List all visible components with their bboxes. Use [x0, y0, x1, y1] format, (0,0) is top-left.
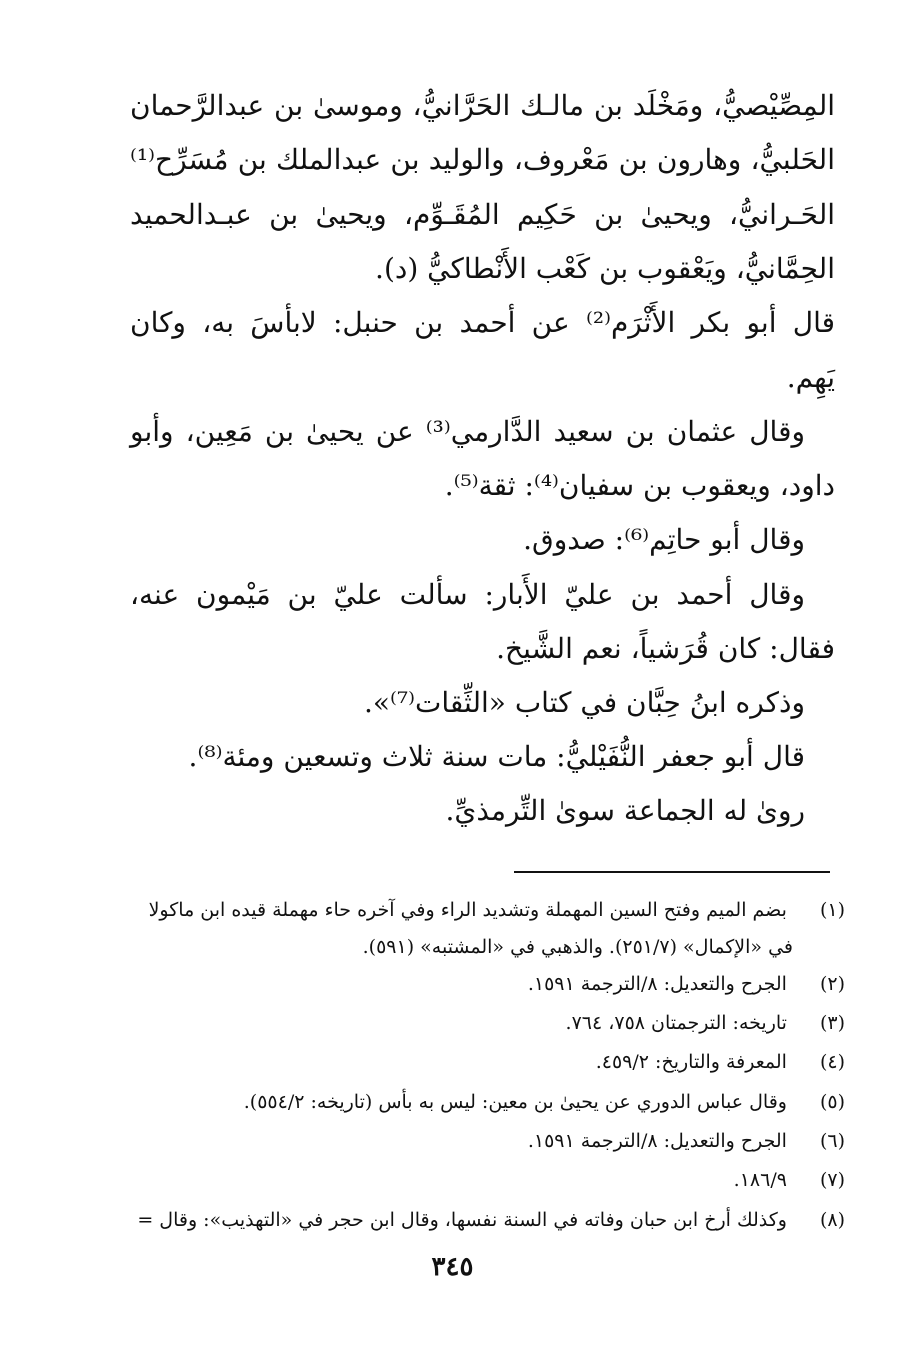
footnote: [137, 1205, 845, 1235]
footnote-text: وكذلك أرخ ابن حبان وفاته في السنة نفسها، وقال ابن حجر في «التهذيب»: وقال =: [137, 1209, 787, 1231]
footnote-number: (٦): [819, 1130, 845, 1152]
footnote-number: (٨): [819, 1209, 845, 1231]
footnote-text: الجرح والتعديل: ٨/الترجمة ١٥٩١.: [527, 1130, 787, 1152]
footnote-number: (٤): [819, 1051, 845, 1073]
body-line: وقال عثمان بن سعيد الدَّارمي⁽³⁾ عن يحيىٰ بن مَعِين، وأبو: [130, 415, 805, 448]
body-line: قال أبو جعفر النُّفَيْليُّ: مات سنة ثلاث وتسعين ومئة⁽⁸⁾.: [188, 740, 805, 773]
footnote-text: تاريخه: الترجمتان ٧٥٨، ٧٦٤.: [565, 1012, 787, 1034]
body-line: يَهِم.: [786, 361, 835, 394]
footnote-text: ١٨٦/٩.: [733, 1169, 787, 1191]
footnote-text: الجرح والتعديل: ٨/الترجمة ١٥٩١.: [527, 973, 787, 995]
footnote: [244, 1087, 845, 1117]
footnote-text: المعرفة والتاريخ: ٤٥٩/٢.: [595, 1051, 787, 1073]
body-line: وقال أحمد بن عليّ الأَبار: سألت عليّ بن مَيْمون عنه،: [130, 578, 805, 611]
footnote-continuation: في «الإكمال» (٢٥١/٧). والذهبي في «المشتبه» (٥٩١).: [362, 936, 793, 958]
footnote-number: (٥): [819, 1091, 845, 1113]
body-line: داود، ويعقوب بن سفيان⁽⁴⁾: ثقة⁽⁵⁾.: [444, 469, 835, 502]
body-line: روىٰ له الجماعة سوىٰ التِّرمذيِّ.: [445, 794, 805, 827]
footnote-number: (١): [819, 899, 845, 921]
footnote-separator: [514, 871, 830, 873]
body-line: فقال: كان قُرَشياً، نعم الشَّيخ.: [496, 632, 835, 665]
body-line: قال أبو بكر الأَثْرَم⁽²⁾ عن أحمد بن حنبل: لابأسَ به، وكان: [130, 306, 836, 339]
footnote-number: (٢): [819, 973, 845, 995]
footnote: [596, 1047, 845, 1077]
body-line: المِصِّيْصيُّ، ومَخْلَد بن مالـك الحَرَّانيُّ، وموسىٰ بن عبدالرَّحمان: [130, 89, 835, 122]
body-line: الحَلبيُّ، وهارون بن مَعْروف، والوليد بن عبدالملك بن مُسَرِّح⁽¹⁾: [130, 143, 835, 176]
body-line: الحَـرانيُّ، ويحيىٰ بن حَكِيم المُقَـوِّم، ويحيىٰ بن عبـدالحميد: [130, 198, 835, 231]
page-number: ٣٤٥: [431, 1252, 474, 1282]
footnote-text: وقال عباس الدوري عن يحيىٰ بن معين: ليس به بأس (تاريخه: ٥٥٤/٢).: [243, 1091, 787, 1113]
body-line: وقال أبو حاتِم⁽⁶⁾: صدوق.: [523, 523, 805, 556]
body-line: وذكره ابنُ حِبَّان في كتاب «الثِّقات⁽⁷⁾».: [363, 686, 805, 719]
footnote-number: (٣): [819, 1012, 845, 1034]
footnote: [528, 1126, 845, 1156]
footnote: [566, 1008, 845, 1038]
footnote-number: (٧): [819, 1169, 845, 1191]
footnote: [528, 969, 845, 999]
footnote: [734, 1165, 845, 1195]
footnote: [149, 895, 845, 925]
footnote-text: بضم الميم وفتح السين المهملة وتشديد الراء وفي آخره حاء مهملة قيده ابن ماكولا: [148, 899, 787, 921]
body-line: الحِمَّانيُّ، ويَعْقوب بن كَعْب الأَنْطاكيُّ (د).: [375, 252, 835, 285]
